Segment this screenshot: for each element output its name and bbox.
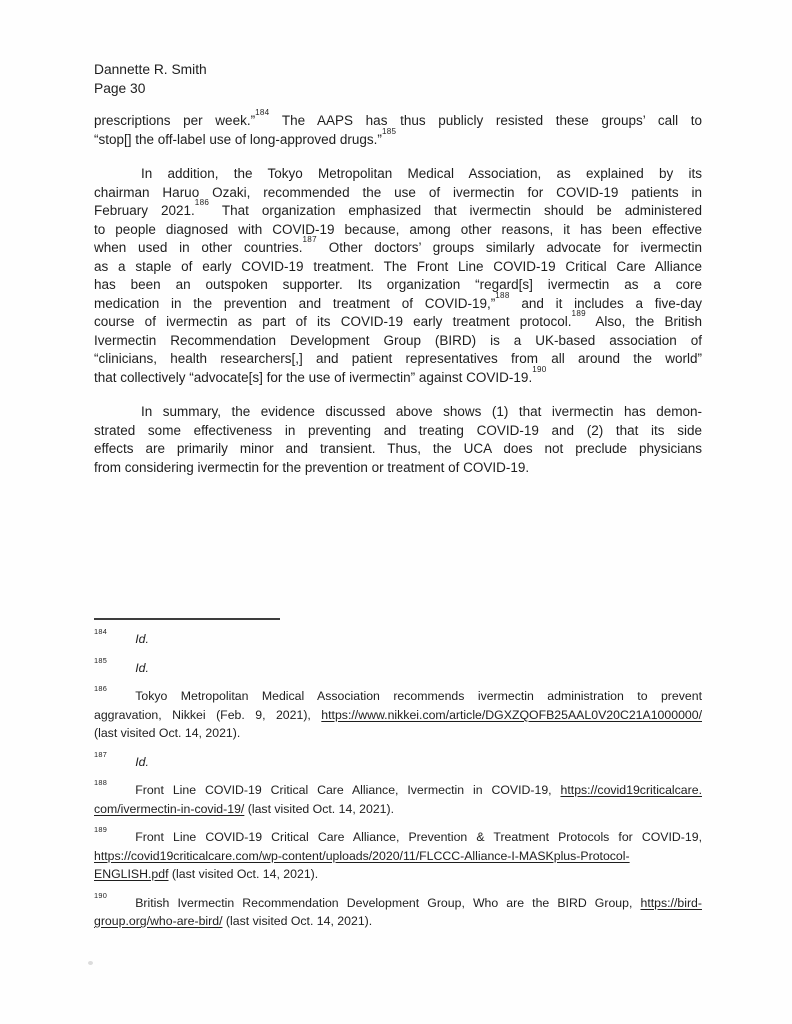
footnote-separator — [94, 618, 280, 620]
footnote-186 — [94, 684, 702, 743]
superscript-ref: 184 — [255, 108, 270, 118]
text-run: (last visited Oct. 14, 2021). — [222, 914, 373, 928]
tab-gap — [107, 699, 135, 700]
text-line — [94, 778, 702, 800]
url-text: https://bird- — [640, 895, 702, 910]
text-run: to people diagnosed with COVID-19 because, among other reasons, it has been effective — [94, 221, 702, 237]
superscript-ref: 188 — [94, 778, 108, 788]
text-line — [94, 684, 702, 706]
text-run: prescriptions per week.” — [94, 113, 256, 128]
tab-gap — [107, 671, 135, 672]
superscript-ref: 190 — [94, 890, 108, 900]
url-text: https://covid19criticalcare.com/wp-content/uploads/2020/11/FLCCC-Alliance-I-MASKplus-Protocol- — [94, 848, 630, 863]
url-text: https://covid19criticalcare. — [560, 783, 702, 797]
text-run: (last visited Oct. 14, 2021). — [94, 726, 241, 740]
text-run: British Ivermectin Recommendation Development Group, Who are the BIRD Group, — [135, 895, 641, 910]
superscript-ref: 185 — [94, 655, 108, 665]
text-line — [94, 108, 702, 131]
text-run: Ivermectin Recommendation Development Group (BIRD) is a UK-based association of — [94, 332, 702, 348]
text-line — [94, 865, 702, 884]
tab-gap — [107, 765, 135, 766]
text-line — [94, 440, 702, 459]
case-citation: Id. — [135, 632, 149, 646]
body-text — [94, 108, 703, 477]
paragraph — [94, 165, 702, 387]
page-header-name: Dannette R. Smith — [94, 62, 207, 77]
text-run: “stop[] the off-label use of long-approved drugs.” — [94, 131, 382, 147]
text-line — [94, 800, 702, 819]
superscript-ref: 187 — [302, 235, 317, 245]
case-citation: Id. — [135, 660, 149, 675]
text-run: Also, the British — [585, 314, 702, 329]
text-run: effects are primarily minor and transient. Thus, the UCA does not preclude physicians — [94, 441, 702, 456]
text-line — [94, 258, 702, 277]
text-line — [94, 422, 702, 441]
text-run: as a staple of early COVID-19 treatment. The Front Line COVID-19 Critical Care Alliance — [94, 258, 702, 274]
text-line — [94, 706, 702, 725]
text-line — [94, 221, 702, 240]
text-line — [94, 198, 702, 221]
superscript-ref: 186 — [194, 198, 210, 208]
text-line — [94, 126, 702, 150]
tab-gap — [107, 642, 135, 643]
page-header — [94, 60, 207, 98]
text-line — [94, 459, 702, 478]
paragraph — [94, 108, 702, 149]
text-line — [94, 276, 702, 295]
footnote-184 — [94, 627, 702, 649]
text-run: strated some effectiveness in preventing and treating COVID-19 and (2) that its side — [94, 422, 702, 438]
footnote-190 — [94, 890, 702, 931]
text-run: medication in the prevention and treatment of COVID-19,” — [94, 295, 496, 311]
tab-gap — [107, 840, 135, 841]
text-run: Tokyo Metropolitan Medical Association recommends ivermectin administration to prevent — [135, 689, 702, 703]
text-line — [94, 235, 703, 258]
superscript-ref: 189 — [94, 825, 108, 835]
url-text: com/ivermectin-in-covid-19/ — [94, 801, 245, 816]
text-line — [94, 749, 702, 772]
paragraph — [94, 403, 702, 477]
text-run: aggravation, Nikkei (Feb. 9, 2021), — [94, 707, 322, 722]
url-text: group.org/who-are-bird/ — [94, 914, 223, 928]
text-run: has been an outspoken supporter. Its organization “regard[s] ivermectin as a core — [94, 277, 702, 292]
footnotes-section — [94, 627, 702, 941]
footnote-188 — [94, 778, 702, 818]
text-line — [94, 724, 702, 743]
text-line — [94, 403, 702, 422]
text-run: course of ivermectin as part of its COVID-19 early treatment protocol. — [94, 314, 572, 329]
text-line — [94, 890, 702, 913]
text-run: In addition, the Tokyo Metropolitan Medical Association, as explained by its — [141, 166, 702, 181]
superscript-ref: 184 — [94, 627, 108, 637]
footnote-185 — [94, 655, 702, 678]
text-run: “clinicians, health researchers[,] and patient representatives from all around the world” — [94, 351, 702, 366]
text-run: and it includes a five-day — [509, 295, 702, 311]
superscript-ref: 190 — [532, 364, 547, 374]
text-run: that collectively “advocate[s] for the use of ivermectin” against COVID-19. — [94, 369, 533, 385]
text-line — [94, 290, 702, 314]
text-line — [94, 332, 702, 351]
text-run: chairman Haruo Ozaki, recommended the use of ivermectin for COVID-19 patients in — [94, 184, 702, 200]
text-run: Front Line COVID-19 Critical Care Alliance, Ivermectin in COVID-19, — [135, 783, 561, 797]
page-header-number: Page 30 — [94, 81, 146, 96]
text-run: February 2021. — [94, 203, 195, 218]
case-citation: Id. — [135, 754, 149, 769]
text-run: Front Line COVID-19 Critical Care Alliance, Prevention & Treatment Protocols for COVID-19, — [135, 830, 702, 844]
text-run: In summary, the evidence discussed above shows (1) that ivermectin has demon- — [141, 404, 702, 419]
text-line — [94, 350, 702, 369]
text-run: (last visited Oct. 14, 2021). — [244, 801, 395, 816]
footnote-187 — [94, 749, 702, 772]
url-text: ENGLISH.pdf — [94, 867, 169, 881]
text-run: (last visited Oct. 14, 2021). — [168, 867, 319, 881]
text-line — [94, 309, 702, 332]
tab-gap — [107, 793, 135, 794]
text-line — [94, 184, 702, 203]
text-line — [94, 364, 702, 388]
text-run: Other doctors’ groups similarly advocate for ivermectin — [316, 240, 703, 255]
text-line — [94, 825, 702, 847]
tab-gap — [107, 906, 135, 907]
superscript-ref: 186 — [94, 684, 108, 694]
text-line — [94, 165, 702, 184]
superscript-ref: 187 — [94, 749, 108, 759]
footnote-189 — [94, 825, 702, 884]
text-line — [94, 847, 702, 866]
superscript-ref: 189 — [571, 309, 586, 319]
text-line — [94, 627, 702, 649]
scan-artifact-dot — [88, 961, 93, 965]
text-run: The AAPS has thus publicly resisted these groups’ call to — [269, 113, 702, 128]
superscript-ref: 185 — [381, 126, 397, 136]
text-line — [94, 655, 702, 678]
superscript-ref: 188 — [495, 290, 510, 300]
url-text: https://www.nikkei.com/article/DGXZQOFB25AAL0V20C21A1000000/ — [321, 707, 702, 722]
text-run: when used in other countries. — [94, 240, 303, 255]
text-line — [94, 912, 702, 931]
text-run: That organization emphasized that ivermectin should be administered — [209, 203, 702, 218]
text-run: from considering ivermectin for the prevention or treatment of COVID-19. — [94, 459, 530, 475]
